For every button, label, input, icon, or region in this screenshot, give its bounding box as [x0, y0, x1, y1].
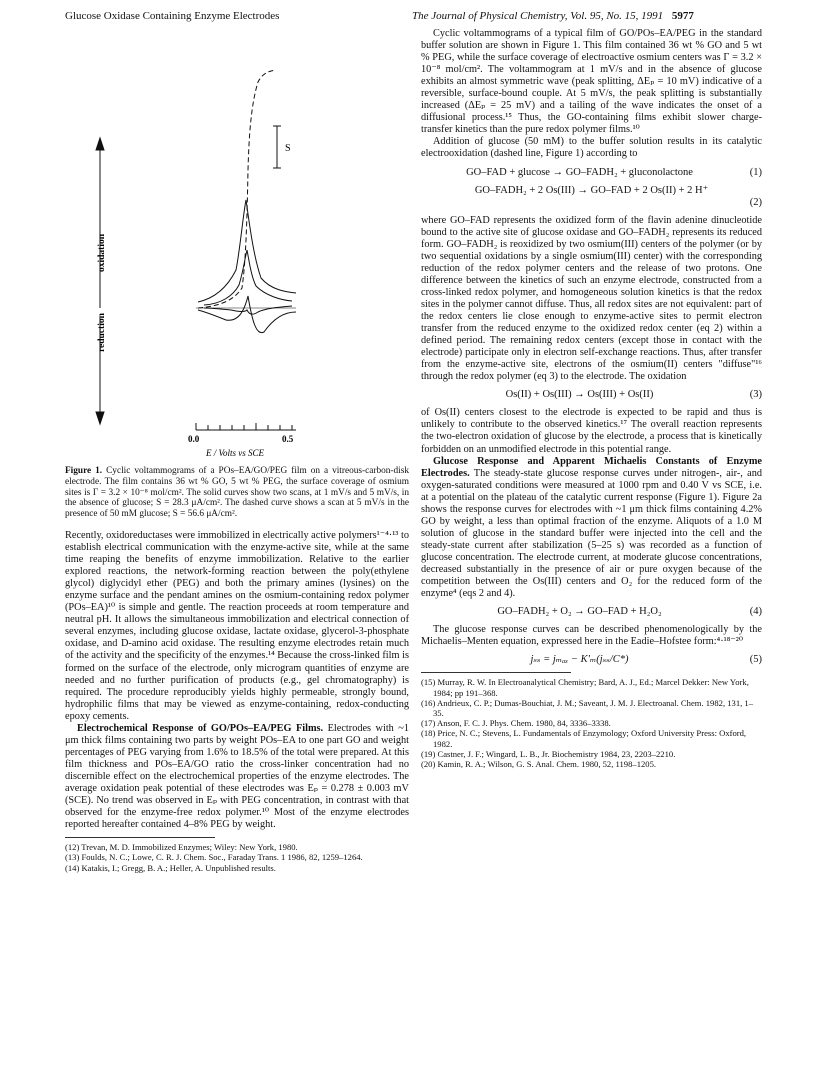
equation-3-body: Os(II) + Os(III) → Os(III) + Os(II): [505, 389, 654, 401]
left-column: [65, 466, 409, 873]
reference-13: (13) Foulds, N. C.; Lowe, C. R. J. Chem. Soc., Faraday Trans. 1 1986, 82, 1259–1264.: [65, 852, 363, 863]
reference-19: (19) Castner, J. F.; Wingard, L. B., Jr. Biochemistry 1984, 23, 2203–2210.: [421, 748, 676, 759]
figure-1-voltammogram: [86, 50, 336, 460]
equation-1-number: (1): [749, 166, 762, 178]
page-number: 5977: [671, 10, 694, 22]
figure-1-caption: [65, 466, 409, 520]
journal-citation: The Journal of Physical Chemistry, Vol. 95, No. 15, 1991: [412, 10, 664, 22]
reference-20: (20) Kamin, R. A.; Wilson, G. S. Anal. Chem. 1980, 52, 1198–1205.: [421, 758, 657, 769]
paragraph-oxidation: of Os(II) centers closest to the electrode is expected to be rapid and thus is unlikely to contribute to the observed kinetics.¹⁷ The overall reaction represents the two-electron oxidation of glucose by the electrode, a process that is kinetically forbidden on an unmodified electrode in this potential range.: [421, 407, 762, 455]
footnote-rule-right: [421, 672, 571, 673]
equation-2-body: GO–FADH₂ + 2 Os(III) → GO–FAD + 2 Os(II) + 2 H⁺: [474, 184, 709, 196]
paragraph-glucose-response-text: The steady-state glucose response curves under nitrogen-, air-, and oxygen-saturated conditions were measured at 1000 rpm and 0.40 V vs SCE, i.e. at a potential on the plateau of the catalytic current response (Figure 1). Figure 2a shows the response curves for electrodes with ~1 μm thick films containing 4.2% GO by weight, a less than optimal fraction of the enzyme. Aliquots of a 1.0 M solution of glucose in the standard buffer were injected into the cell and the steady-state current after stabilization (5–25 s) was recorded as a function of glucose concentration. The electrode current, at moderate glucose concentrations, decreased substantially in the presence of air or pure oxygen because of the competition between the Os(III) centers and O₂ for the reduced form of the enzyme⁴ (eqs 2 and 4).: [421, 467, 762, 600]
references-left: [65, 842, 409, 873]
equation-4-number: (4): [749, 606, 762, 618]
tick-label-0: 0.0: [188, 434, 200, 444]
paragraph-cv-description: Cyclic voltammograms of a typical film of GO/POs–EA/PEG in the standard buffer solution are shown in Figure 1. This film contained 36 wt % GO and 5 wt % PEG, while the surface coverage of electroactive osmium centers was Γ = 3.2 × 10⁻⁸ mol/cm². The voltammogram at 1 mV/s and in the absence of glucose exhibits an almost symmetric wave (peak splitting, ΔEₚ = 10 mV) indicative of a reversible, surface-bound couple. At 5 mV/s, the peak splitting is substantially increased (ΔEₚ = 25 mV) and a tailing of the wave indicates the onset of a diffusional process.¹⁵ Thus, the GO-containing films exhibit slower charge-transfer kinetics than the pure redox polymer films.¹⁰: [421, 28, 762, 136]
section-heading-electrochemical: Electrochemical Response of GO/POs–EA/PEG Films.: [77, 722, 324, 734]
caption-label: Figure 1.: [65, 466, 103, 476]
paragraph-electrochemical-response: [65, 723, 409, 831]
section-heading-glucose-response: Glucose Response and Apparent Michaelis Constants of Enzyme Electrodes.: [421, 455, 762, 479]
paragraph-intro: Recently, oxidoreductases were immobilized in electrically active polymers¹⁻⁴·¹³ to establish electrical communication with the enzyme-active site, while at the same time reaping the benefits of enzyme immobilization. Relative to the earlier explored reactions, the network-forming reaction between the poly(ethylene glycol) diglycidyl ether (PEG) and both the primary amines (lysines) on the enzyme surface and the pendant amines on the osmium-containing redox polymer (POs–EA)¹⁰ is simple and gentle. The reaction proceeds at room temperature and neutral pH. It allows the simultaneous immobilization and electrical connection of several enzymes, including glucose oxidase, lactate oxidase, glycerol-3-phosphate oxidase, and D-amino acid oxidase. The resulting enzyme electrodes retain much of the activity and the specificity of the enzymes.¹⁴ Because the cross-linked film is formed on the surface of the electrode, only microgram quantities of enzyme are needed and no further purification of products (e.g., gel chromatography) is required. The procedure reproducibly yields highly permeable, strongly bound, hydrophilic films that may be viewed as enzyme-containing, redox-conducting epoxy cements.: [65, 529, 409, 722]
x-axis: [196, 423, 296, 430]
equation-2-number: (2): [749, 196, 762, 208]
caption-text: Cyclic voltammograms of a POs–EA/GO/PEG film on a vitreous-carbon-disk electrode. The film contains 36 wt % GO, 5 wt % PEG, the surface coverage of osmium sites is Γ = 3.2 × 10⁻⁸ mol/cm². The solid curves show two scans, at 1 mV/s and 5 mV/s, in the absence of glucose; S = 28.3 μA/cm². The dashed curve shows a scan at 5 mV/s in the presence of 50 mM glucose; S = 56.6 μA/cm².: [65, 466, 410, 520]
equation-2: [421, 185, 762, 209]
references-right: [421, 677, 762, 769]
right-column: [421, 28, 762, 769]
reference-17: (17) Anson, F. C. J. Phys. Chem. 1980, 84, 3336–3338.: [421, 718, 611, 729]
reference-15: (15) Murray, R. W. In Electroanalytical Chemistry; Bard, A. J., Ed.; Marcel Dekker: New York, 1984; pp 191–368.: [421, 677, 749, 698]
footnote-rule-left: [65, 837, 215, 838]
paragraph-mechanism: where GO–FAD represents the oxidized form of the flavin adenine dinucleotide bound to the active site of glucose oxidase and GO–FADH₂ represents its reduced form. GO–FADH₂ is reoxidized by two osmium(III) centers of the polymer (or by two sequential oxidations by a single osmium(III) center) with the corresponding reduction of the redox polymer centers and the release of two protons. One difference between the kinetics of such an enzyme electrode, constructed from a cross-linked redox polymer, and homogeneous solution kinetics is that the redox sites in the polymer cannot diffuse. Thus, all redox sites are not equivalent: part of the redox centers lie close enough to enzyme-active sites to permit electron transfer from the reduced enzyme to the oxidized redox center (eq 2) within a defined period. The remaining redox centers (except those in contact with the electrode) participate only in electron self-exchange reactions. Thus, after transfer from the enzyme-active site, electrons of the osmium(II) centers "diffuse"¹⁶ through the redox polymer (eq 3) to the electrode. The oxidation: [421, 214, 762, 383]
reference-16: (16) Andrieux, C. P.; Dumas-Bouchiat, J. M.; Saveant, J. M. J. Electroanal. Chem. 1982, 131, 1–35.: [421, 697, 754, 718]
equation-1-body: GO–FAD + glucose → GO–FADH₂ + gluconolactone: [466, 166, 693, 178]
paragraph-glucose-response: [421, 456, 762, 601]
oxidation-arrow: [96, 138, 104, 308]
reference-14: (14) Katakis, I.; Gregg, B. A.; Heller, A. Unpublished results.: [65, 862, 276, 873]
equation-5-number: (5): [749, 654, 762, 666]
equation-4-body: GO–FADH₂ + O₂ → GO–FAD + H₂O₂: [497, 606, 662, 618]
paragraph-michaelis-menten: The glucose response curves can be described phenomenologically by the Michaelis–Menten equation, expressed here in the Eadie–Hofstee form:⁴·¹⁸⁻²⁰: [421, 624, 762, 648]
reference-12: (12) Trevan, M. D. Immobilized Enzymes; Wiley: New York, 1980.: [65, 842, 298, 853]
paragraph-glucose-addition: Addition of glucose (50 mM) to the buffer solution results in its catalytic electrooxidation (dashed line, Figure 1) according to: [421, 136, 762, 160]
equation-3-number: (3): [749, 389, 762, 401]
reference-18: (18) Price, N. C.; Stevens, L. Fundamentals of Enzymology; Oxford University Press: Oxford, 1982.: [421, 728, 747, 749]
tick-label-0-5: 0.5: [282, 434, 294, 444]
equation-5: [421, 654, 762, 666]
curve-with-glucose: [198, 70, 276, 308]
ylabel-oxidation: oxidation: [97, 233, 107, 272]
equation-5-body: jₛₛ = jₘₐₓ − K'ₘ(jₛₛ/C*): [530, 654, 629, 666]
scale-bar: [273, 126, 281, 168]
equation-3: [421, 389, 762, 401]
scale-bar-label: S: [285, 143, 291, 154]
equation-1: [421, 167, 762, 179]
running-header-title: Glucose Oxidase Containing Enzyme Electrodes: [65, 10, 280, 22]
equation-4: [421, 606, 762, 618]
x-axis-label: E / Volts vs SCE: [206, 448, 264, 458]
running-header-journal: [412, 10, 694, 22]
ylabel-reduction: reduction: [97, 313, 107, 352]
paragraph-electrochemical-text: Electrodes with ~1 μm thick films containing two parts by weight POs–EA to one part GO and weight percentages of PEG varying from 1.6% to 18.5% of the total were prepared. At this film thickness and POs–EA/GO ratio the cross-linker concentration had no discernible effect on the electrochemical properties of the enzyme electrodes. The average oxidation peak potential of these electrodes was Eₚ = 0.278 ± 0.003 mV (SCE). No trend was observed in Eₚ with PEG concentration, in contrast with that observed for the enzyme-free redox polymer.¹⁰ Most of the enzyme electrodes reported hereafter contained 4–8% PEG by weight.: [65, 722, 409, 831]
curve-5-mv-s: [198, 200, 296, 333]
